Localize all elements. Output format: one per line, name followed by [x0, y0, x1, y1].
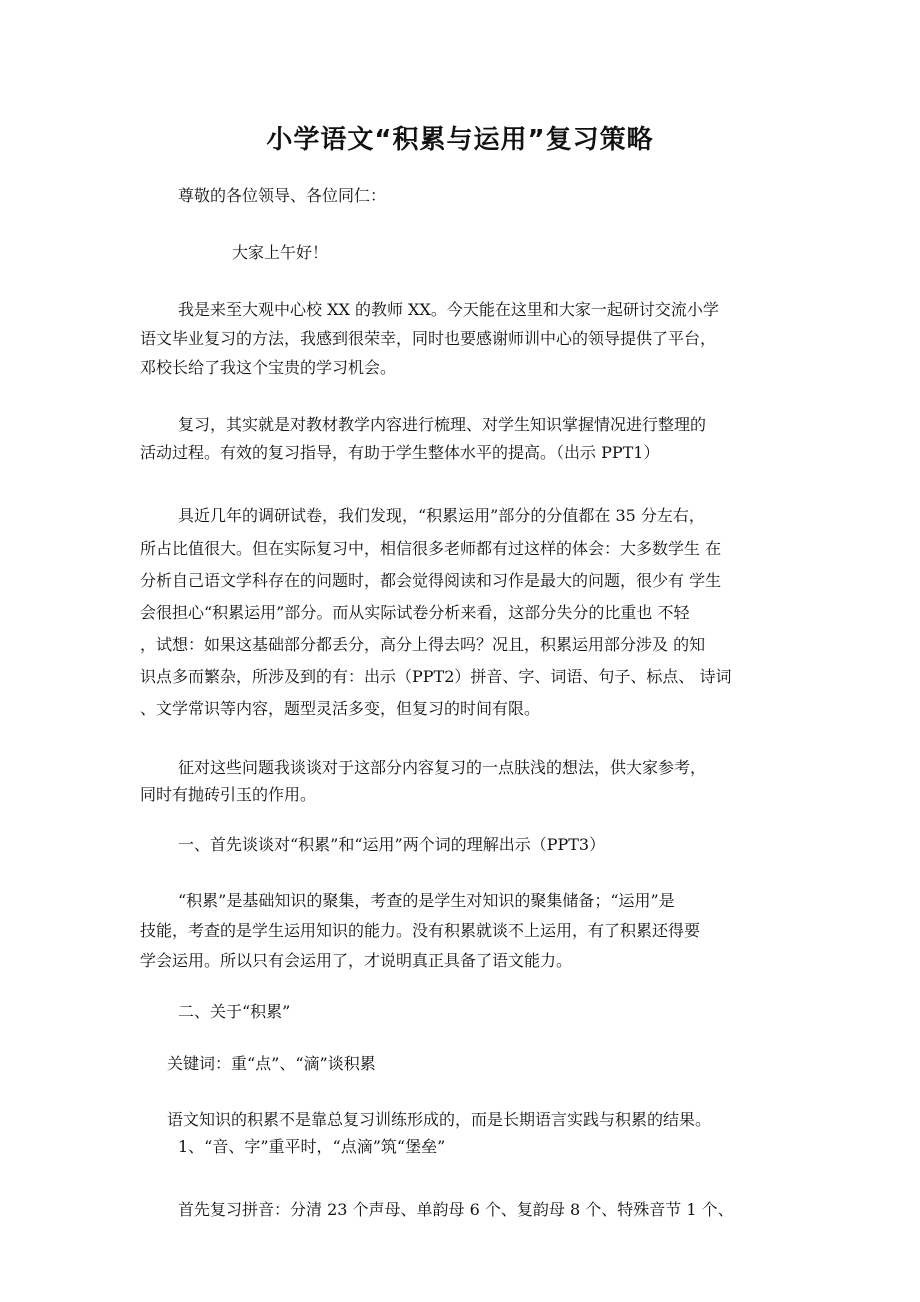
paragraph-3-line-2: 所占比值很大。但在实际复习中，相信很多老师都有过这样的体会：大多数学生 在	[140, 539, 722, 558]
salutation: 尊敬的各位领导、各位同仁：	[178, 186, 387, 205]
paragraph-1-line-2: 语文毕业复习的方法，我感到很荣幸，同时也要感谢师训中心的领导提供了平台，	[140, 329, 717, 348]
paragraph-5-line-3: 学会运用。所以只有会运用了，才说明真正具备了语文能力。	[140, 951, 573, 970]
paragraph-5-line-1: “积累”是基础知识的聚集，考查的是学生对知识的聚集储备；“运用”是	[178, 891, 675, 910]
paragraph-3-line-6: 识点多而繁杂，所涉及到的有：出示（PPT2）拼音、字、词语、句子、标点、 诗词	[140, 667, 732, 686]
paragraph-3-line-5: ，试想：如果这基础部分都丢分，高分上得去吗？况且，积累运用部分涉及 的知	[140, 635, 706, 654]
paragraph-3-line-1: 具近几年的调研试卷，我们发现，“积累运用”部分的分值都在 35 分左右，	[178, 506, 705, 525]
paragraph-2-line-2: 活动过程。有效的复习指导，有助于学生整体水平的提高。（出示 PPT1）	[140, 443, 660, 462]
paragraph-6-line-1: 语文知识的积累不是靠总复习训练形成的，而是长期语言实践与积累的结果。	[167, 1110, 712, 1129]
paragraph-4-line-1: 征对这些问题我谈谈对于这部分内容复习的一点肤浅的想法，供大家参考，	[178, 758, 707, 777]
paragraph-3-line-4: 会很担心“积累运用”部分。而从实际试卷分析来看，这部分失分的比重也 不轻	[140, 603, 690, 622]
paragraph-1-line-3: 邓校长给了我这个宝贵的学习机会。	[140, 358, 397, 377]
greeting: 大家上午好！	[232, 243, 329, 262]
section-1-heading: 一、首先谈谈对“积累”和“运用”两个词的理解出示（PPT3）	[178, 835, 606, 854]
paragraph-5-line-2: 技能，考查的是学生运用知识的能力。没有积累就谈不上运用，有了积累还得要	[140, 921, 701, 940]
document-title: 小学语文“积累与运用”复习策略	[266, 125, 654, 155]
paragraph-3-line-3: 分析自己语文学科存在的问题时，都会觉得阅读和习作是最大的问题，很少有 学生	[140, 571, 722, 590]
keywords-line: 关键词：重“点”、“滴”谈积累	[167, 1054, 376, 1073]
subsection-1-heading: 1、“音、字”重平时，“点滴”筑“堡垒”	[178, 1137, 446, 1156]
paragraph-2-line-1: 复习，其实就是对教材教学内容进行梳理、对学生知识掌握情况进行整理的	[178, 415, 707, 434]
paragraph-7-line-1: 首先复习拼音：分清 23 个声母、单韵母 6 个、复韵母 8 个、特殊音节 1 个、	[178, 1200, 734, 1219]
paragraph-4-line-2: 同时有抛砖引玉的作用。	[140, 785, 317, 804]
paragraph-1-line-1: 我是来至大观中心校 XX 的教师 XX。今天能在这里和大家一起研讨交流小学	[178, 300, 719, 319]
section-2-heading: 二、关于“积累”	[178, 1002, 291, 1021]
paragraph-3-line-7: 、文学常识等内容，题型灵活多变，但复习的时间有限。	[140, 699, 541, 718]
